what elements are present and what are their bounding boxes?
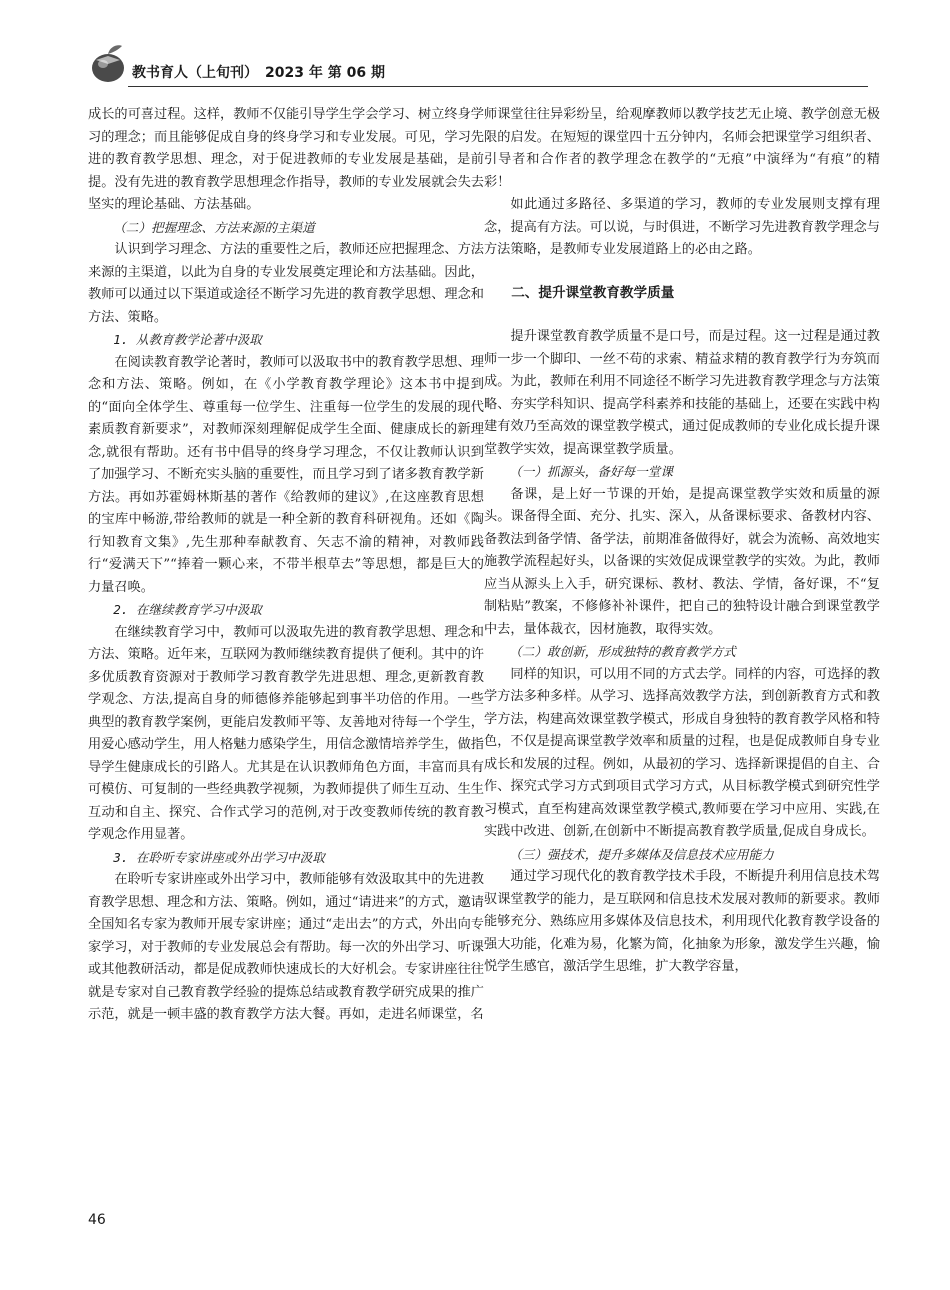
- left-column: [88, 104, 484, 1194]
- paragraph: 成长的可喜过程。这样，教师不仅能引导学生学会学习、树立终身学习的理念；而且能够促成自身的终身学习和专业发展。可见，学习先进的教育教学思想、理念，对于促进教师的专业发展是基础，是前提。没有先进的教育教学思想理念作指导，教师的专业发展就会失去坚实的理论基础、方法基础。: [88, 107, 484, 212]
- apple-book-logo-icon: [88, 40, 128, 84]
- subheading: 1. 从教育教学论著中汲取: [113, 332, 262, 347]
- paragraph: 如此通过多路径、多渠道的学习，教师的专业发展则支撑有理念，提高有方法。可以说，与时俱进，不断学习先进教育教学理念与方法策略，是教师专业发展道路上的必由之路。: [484, 197, 880, 257]
- right-column: [484, 104, 880, 1194]
- subheading: （二）把握理念、方法来源的主渠道: [113, 219, 315, 235]
- paragraph: 同样的知识，可以用不同的方式去学。同样的内容，可选择的教学方法多种多样。从学习、选择高效教学方法，到创新教育方式和教学方法，构建高效课堂教学模式，形成自身独特的教育教学风格和特色，不仅是提高课堂教学效率和质量的过程，也是促成教师自身专业成长和发展的过程。例如，从最初的学习、选择新课提倡的自主、合作、探究式学习方式到项目式学习方式，从目标教学模式到研究性学习模式，直至构建高效课堂教学模式,教师要在学习中应用、实践,在实践中改进、创新,在创新中不断提高教育教学质量,促成自身成长。: [484, 666, 880, 839]
- page-number: 46: [88, 1212, 106, 1228]
- section-heading: 二、提升课堂教育教学质量: [511, 284, 675, 301]
- paragraph: 备课，是上好一节课的开始，是提高课堂教学实效和质量的源头。课备得全面、充分、扎实、深入，从备课标要求、备教材内容、备教法到备学情、备学法，前期准备做得好，就会为流畅、高效地实施教学流程起好头，以备课的实效促成课堂教学的实效。为此，教师应当从源头上入手，研究课标、教材、教法、学情，备好课，不“复制粘贴”教案，不修修补补课件，把自己的独特设计融合到课堂教学中去，量体裁衣，因材施教，取得实效。: [484, 486, 880, 637]
- subheading: 3. 在聆听专家讲座或外出学习中汲取: [113, 849, 325, 865]
- paragraph: 在聆听专家讲座或外出学习中，教师能够有效汲取其中的先进教育教学思想、理念和方法、策略。例如，通过“请进来”的方式，邀请全国知名专家为教师开展专家讲座；通过“走出去”的方式，外出向专家学习，对于教师的专业发展总会有帮助。每一次的外出学习、听课或其他教研活动，都是促成教师快速成长的大好机会。专家讲座往往就是专家对自己教育教学经验的提炼总结或教育教学研究成果的推广示范，就是一顿丰盛的教育教学方法大餐。再如，走进名师课堂，名: [88, 872, 484, 1022]
- page-header: [88, 36, 868, 88]
- subheading: （三）强技术，提升多媒体及信息技术应用能力: [509, 846, 774, 862]
- paragraph: 在阅读教育教学论著时，教师可以汲取书中的教育教学思想、理念和方法、策略。例如，在《小学教育教学理论》这本书中提到的“面向全体学生、尊重每一位学生、注重每一位学生的发展的现代素质教育新要求”，对教师深刻理解促成学生全面、健康成长的新理念,就很有帮助。还有书中倡导的终身学习理念，不仅让教师认识到了加强学习、不断充实头脑的重要性，而且学习到了诸多教育教学新方法。再如苏霍姆林斯基的著作《给教师的建议》,在这座教育思想的宝库中畅游,带给教师的就是一种全新的教育科研视角。还如《陶行知教育文集》,先生那种奉献教育、矢志不渝的精神，对教师践行“爱满天下”“捧着一颗心来，不带半根草去”等思想，都是巨大的力量召唤。: [88, 354, 484, 595]
- subheading: 2. 在继续教育学习中汲取: [113, 602, 262, 617]
- paragraph: 通过学习现代化的教育教学技术手段，不断提升利用信息技术驾驭课堂教学的能力，是互联网和信息技术发展对教师的新要求。教师能够充分、熟练应用多媒体及信息技术，利用现代化教育教学设备的强大功能，化难为易，化繁为简，化抽象为形象，激发学生兴趣，愉悦学生感官，激活学生思维，扩大教学容量，: [484, 869, 880, 974]
- subheading: （二）敢创新，形成独特的教育教学方式: [509, 644, 736, 659]
- paragraph: 认识到学习理念、方法的重要性之后，教师还应把握理念、方法来源的主渠道，以此为自身的专业发展奠定理论和方法基础。因此，教师可以通过以下渠道或途径不断学习先进的教育教学思想、理念和方法、策略。: [88, 242, 484, 325]
- journal-title: 教书育人（上旬刊） 2023 年 第 06 期: [132, 65, 385, 81]
- paragraph: 在继续教育学习中，教师可以汲取先进的教育教学思想、理念和方法、策略。近年来，互联网为教师继续教育提供了便利。其中的许多优质教育资源对于教师学习教育教学先进思想、理念,更新教育教学观念、方法,提高自身的师德修养能够起到事半功倍的作用。一些典型的教育教学案例，更能启发教师平等、友善地对待每一个学生，用爱心感动学生，用人格魅力感染学生，用信念激情培养学生，做指导学生健康成长的引路人。尤其是在认识教师角色方面，丰富而具有可模仿、可复制的一些经典教学视频，为教师提供了师生互动、生生互动和自主、探究、合作式学习的范例,对于改变教师传统的教育教学观念作用显著。: [88, 624, 484, 842]
- paragraph: 师课堂往往异彩纷呈，给观摩教师以教学技艺无止境、教学创意无极限的启发。在短短的课堂四十五分钟内，名师会把课堂学习组织者、引导者和合作者的教学理念在教学的“无痕”中演绎为“有痕”的精彩！: [484, 107, 880, 190]
- header-rule: [128, 86, 868, 87]
- subheading: （一）抓源头，备好每一堂课: [509, 464, 673, 479]
- paragraph: 提升课堂教育教学质量不是口号，而是过程。这一过程是通过教师一步一个脚印、一丝不苟的求索、精益求精的教育教学行为夯筑而成。为此，教师在利用不同途径不断学习先进教育教学理念与方法策略、夯实学科知识、提高学科素养和技能的基础上，还要在实践中构建有效乃至高效的课堂教学模式，通过促成教师的专业化成长提升课堂教学实效，提高课堂教学质量。: [484, 329, 880, 457]
